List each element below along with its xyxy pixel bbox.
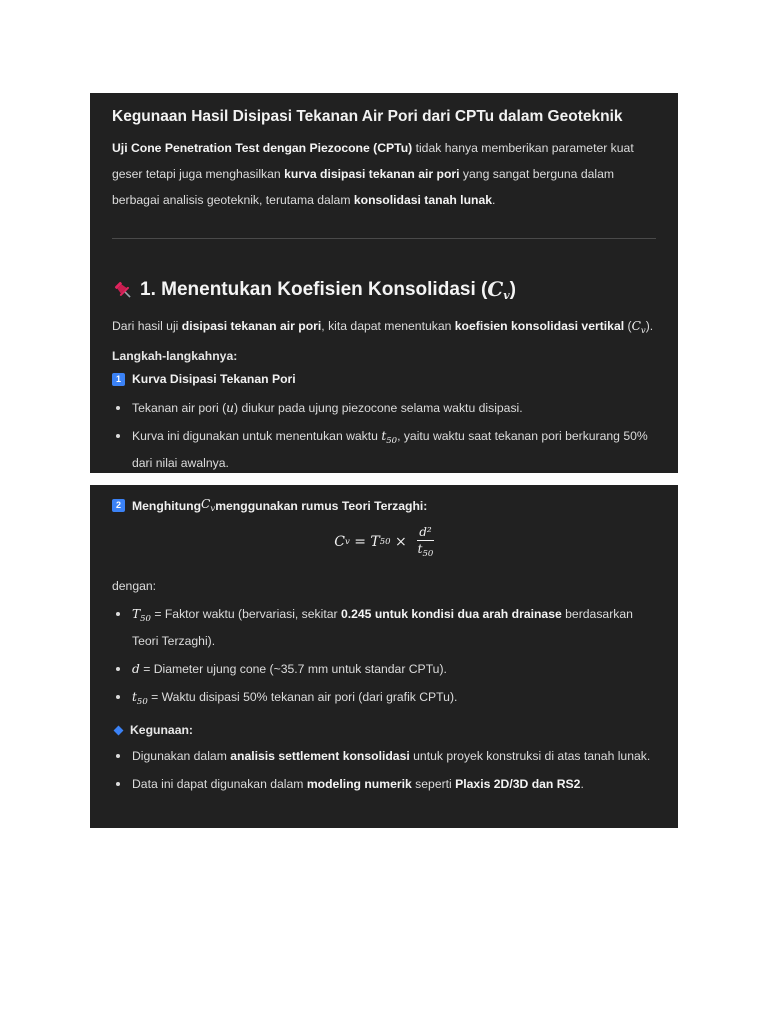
t-subscript: 50 — [386, 436, 398, 446]
use1-text-a: Digunakan dalam — [132, 749, 231, 763]
intro-paragraph — [112, 135, 656, 213]
step1-b1-text-a: Tekanan air pori ( — [132, 401, 227, 415]
def1-bold: 0.245 untuk kondisi dua arah drainase — [340, 607, 562, 621]
intro-bold-cptu: Uji Cone Penetration Test dengan Piezocone (CPTu) — [112, 141, 413, 155]
terzaghi-formula — [90, 525, 678, 559]
def1-text-b: berdasarkan Teori Terzaghi). — [132, 607, 633, 648]
cv-symbol: C — [487, 277, 504, 301]
list-item — [112, 397, 656, 419]
step2-cv-subscript: v — [210, 504, 216, 514]
use2-bold2: Plaxis 2D/3D dan RS2 — [455, 777, 581, 791]
intro-text-end: . — [492, 193, 496, 207]
steps-label: Langkah-langkahnya: — [112, 349, 238, 363]
intro-heading: Kegunaan Hasil Disipasi Tekanan Air Pori dari CPTu dalam Geoteknik — [112, 108, 623, 125]
keycap-one-icon: 1 — [112, 373, 125, 386]
use1-bold: analisis settlement konsolidasi — [230, 749, 410, 763]
list-item — [112, 603, 656, 652]
definitions-list — [112, 603, 656, 713]
def2-text: = Diameter ujung cone (~35.7 mm untuk standar CPTu). — [139, 662, 447, 676]
list-item — [112, 773, 656, 795]
intro-bold-curve: kurva disipasi tekanan air pori — [284, 167, 460, 181]
step1-title: Kurva Disipasi Tekanan Pori — [132, 372, 296, 386]
step1-heading — [112, 372, 656, 386]
list-item — [112, 686, 656, 713]
kegunaan-heading — [112, 723, 656, 737]
def1-text-a: = Faktor waktu (bervariasi, sekitar — [150, 607, 341, 621]
section-divider — [112, 238, 656, 239]
step1-list — [112, 397, 656, 474]
desc-bold-1: disipasi tekanan air pori — [181, 319, 322, 333]
def1-symbol: T — [132, 607, 141, 621]
pushpin-icon — [112, 279, 134, 301]
list-item — [112, 745, 656, 767]
step2-title-a: Menghitung — [132, 498, 202, 513]
intro-text-1: tidak hanya memberikan parameter kuat geser tetapi juga menghasilkan — [112, 141, 634, 181]
list-item — [112, 658, 656, 680]
desc-text-3: ( — [624, 319, 632, 333]
formula-t: T — [370, 534, 380, 550]
use2-text-c: . — [580, 777, 584, 791]
def3-subscript: 50 — [136, 697, 148, 707]
step1-b2-text-b: , yaitu waktu saat tekanan pori berkurang 50% dari nilai awalnya. — [132, 429, 648, 470]
formula-numerator: d² — [419, 525, 432, 539]
intro-bold-consolidation: konsolidasi tanah lunak — [353, 193, 493, 207]
def3-symbol: t — [132, 690, 137, 704]
def1-subscript: 50 — [140, 614, 151, 624]
use2-text-a: Data ini dapat digunakan dalam — [132, 777, 307, 791]
desc-text-4: ). — [645, 319, 654, 333]
formula-t-sub: 50 — [379, 537, 391, 547]
desc-text-1: Dari hasil uji — [112, 319, 182, 333]
keycap-two-icon: 2 — [112, 499, 125, 512]
def3-text: = Waktu disipasi 50% tekanan air pori (dari grafik CPTu). — [147, 690, 458, 704]
step1-b2-text-a: Kurva ini digunakan untuk menentukan waktu — [132, 429, 382, 443]
step2-math — [201, 497, 215, 514]
section1-heading — [112, 277, 656, 302]
formula-fraction — [417, 525, 434, 559]
section1-title-close: ) — [509, 278, 516, 300]
formula-cv: C — [334, 534, 345, 550]
uses-list — [112, 745, 656, 795]
use1-text-b: untuk proyek konstruksi di atas tanah lunak. — [409, 749, 651, 763]
def2-symbol: d — [132, 662, 140, 676]
use2-text-b: seperti — [411, 777, 456, 791]
step2-cv-symbol: C — [201, 497, 211, 511]
step2-heading — [112, 497, 656, 514]
intro-text-2: yang sangat berguna dalam berbagai analisis geoteknik, terutama dalam — [112, 167, 615, 207]
section1-title-math — [487, 277, 509, 302]
content-panel-top — [90, 93, 678, 473]
section1-title-text: 1. Menentukan Koefisien Konsolidasi ( — [140, 278, 488, 300]
use2-bold: modeling numerik — [306, 777, 412, 791]
formula-denominator — [418, 541, 434, 559]
step1-b1-text-b: ) diukur pada ujung piezocone selama waktu disipasi. — [234, 401, 523, 415]
content-panel-bottom — [90, 485, 678, 828]
def1-math — [132, 607, 151, 624]
desc-cv-symbol: C — [631, 319, 641, 333]
formula-times: × — [390, 534, 412, 550]
list-item — [112, 425, 656, 474]
section1-description — [112, 319, 656, 336]
blue-diamond-icon — [114, 725, 124, 735]
formula-den-t: t — [417, 542, 423, 556]
cv-subscript: v — [503, 289, 510, 302]
t50-math — [381, 429, 398, 446]
kegunaan-label: Kegunaan: — [130, 723, 193, 737]
desc-cv-subscript: v — [640, 326, 646, 336]
u-symbol: u — [226, 401, 235, 415]
t-symbol: t — [381, 429, 387, 443]
step2-title-b: menggunakan rumus Teori Terzaghi: — [215, 498, 428, 513]
formula-cv-sub: v — [344, 537, 350, 547]
desc-math — [631, 319, 646, 336]
formula-den-sub: 50 — [422, 549, 434, 559]
def3-math — [132, 690, 148, 707]
desc-text-2: , kita dapat menentukan — [321, 319, 455, 333]
formula-equals: = — [349, 534, 371, 550]
desc-bold-2: koefisien konsolidasi vertikal — [454, 319, 625, 333]
dengan-label: dengan: — [112, 579, 157, 593]
